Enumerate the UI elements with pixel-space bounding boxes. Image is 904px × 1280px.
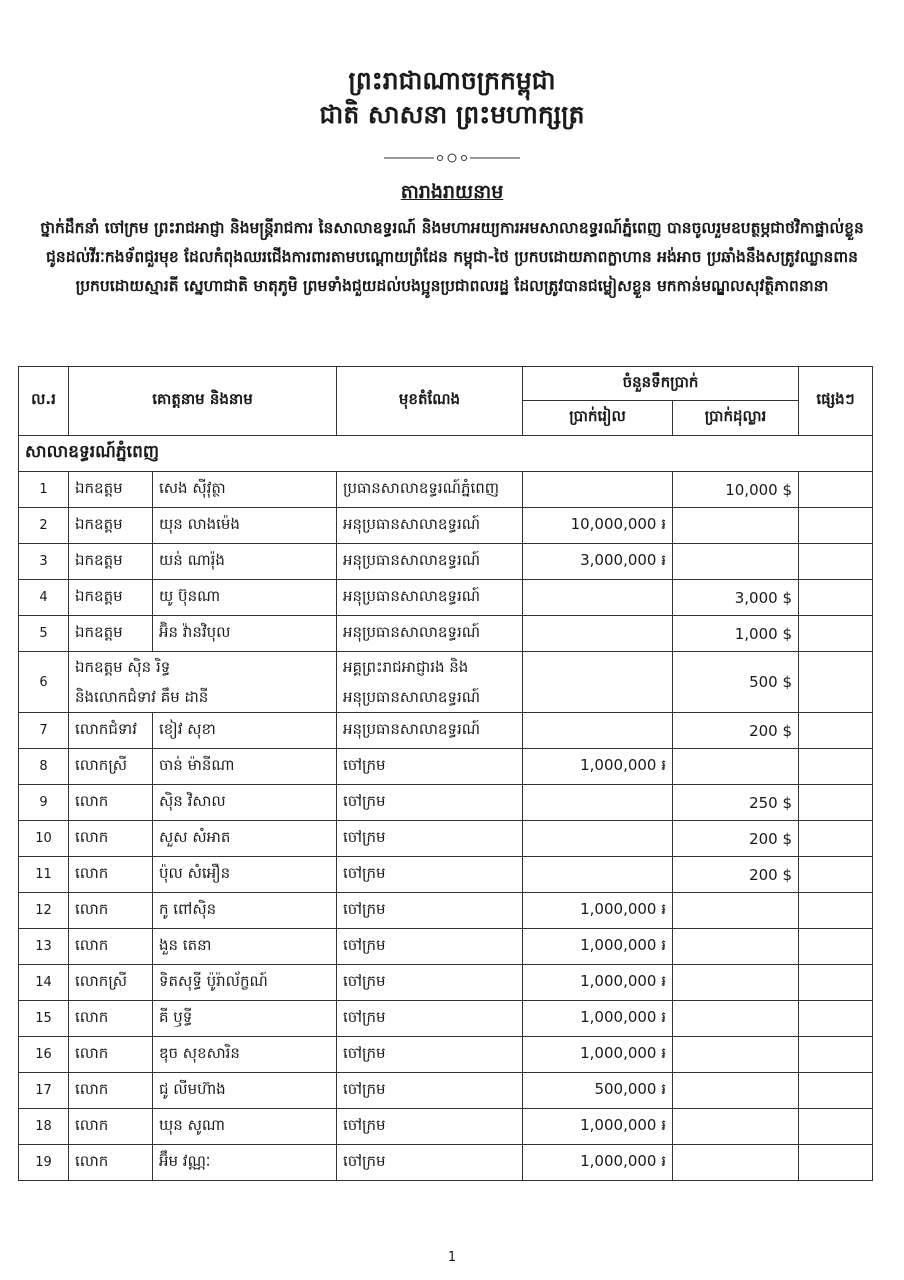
row-title: លោកស្រី (69, 965, 153, 1001)
row-dollar (673, 929, 799, 965)
row-other (799, 1109, 873, 1145)
row-dollar (673, 893, 799, 929)
row-number: 4 (19, 580, 69, 616)
row-riel: 10,000,000 ៛ (523, 508, 673, 544)
table-row (19, 1145, 873, 1181)
row-other (799, 580, 873, 616)
header-no: ល.រ (19, 367, 69, 436)
row-position-line1: អគ្គព្រះរាជអាជ្ញារង និង (343, 658, 469, 676)
table-row (19, 544, 873, 580)
row-position: ចៅក្រម (337, 1145, 523, 1181)
row-name: ចាន់ ម៉ានីណា (153, 749, 337, 785)
row-other (799, 472, 873, 508)
row-riel (523, 472, 673, 508)
header-name: គោត្តនាម និងនាម (69, 367, 337, 436)
row-riel: 1,000,000 ៛ (523, 1145, 673, 1181)
row-name-line2: និងលោកជំទាវ គឹម ដានី (75, 688, 209, 706)
table-row (19, 713, 873, 749)
row-number: 15 (19, 1001, 69, 1037)
row-title: លោក (69, 1145, 153, 1181)
row-name: យូ ប៊ុនណា (153, 580, 337, 616)
table-row (19, 1037, 873, 1073)
row-dollar (673, 544, 799, 580)
row-other (799, 929, 873, 965)
row-dollar: 200 $ (673, 821, 799, 857)
row-name: ទិតសុទ្ធី ប៉ូរ៉ាល័ក្ខណ៍ (153, 965, 337, 1001)
row-dollar: 500 $ (673, 652, 799, 713)
row-position: ចៅក្រម (337, 857, 523, 893)
table-row (19, 1073, 873, 1109)
row-dollar (673, 508, 799, 544)
row-dollar: 10,000 $ (673, 472, 799, 508)
row-dollar: 200 $ (673, 857, 799, 893)
row-dollar (673, 1001, 799, 1037)
row-riel (523, 713, 673, 749)
row-dollar: 3,000 $ (673, 580, 799, 616)
row-number: 19 (19, 1145, 69, 1181)
row-number: 1 (19, 472, 69, 508)
row-name: ស៊ិន វិសាល (153, 785, 337, 821)
row-title: លោក (69, 893, 153, 929)
row-riel (523, 652, 673, 713)
row-number: 16 (19, 1037, 69, 1073)
row-names (69, 652, 337, 713)
row-number: 17 (19, 1073, 69, 1109)
row-dollar (673, 749, 799, 785)
row-title: ឯកឧត្តម (69, 580, 153, 616)
row-riel (523, 857, 673, 893)
row-title: លោក (69, 1001, 153, 1037)
row-number: 3 (19, 544, 69, 580)
row-riel: 3,000,000 ៛ (523, 544, 673, 580)
row-position: អនុប្រធានសាលាឧទ្ធរណ៍ (337, 544, 523, 580)
table-row (19, 749, 873, 785)
kingdom-heading: ព្រះរាជាណាចក្រកម្ពុជា (348, 66, 556, 95)
header-amount: ចំនួនទឹកប្រាក់ (523, 367, 799, 401)
row-dollar (673, 965, 799, 1001)
row-riel: 1,000,000 ៛ (523, 749, 673, 785)
row-riel: 1,000,000 ៛ (523, 1109, 673, 1145)
row-name: យុន លាងម៉េង (153, 508, 337, 544)
row-other (799, 1145, 873, 1181)
row-title: លោក (69, 929, 153, 965)
table-row (19, 929, 873, 965)
row-position: ចៅក្រម (337, 821, 523, 857)
row-number: 13 (19, 929, 69, 965)
row-name: អ៊ិន វ៉ានវិបុល (153, 616, 337, 652)
row-other (799, 785, 873, 821)
row-other (799, 1073, 873, 1109)
row-position: ចៅក្រម (337, 965, 523, 1001)
section-title: សាលាឧទ្ធរណ៍ភ្នំពេញ (19, 436, 873, 472)
row-riel (523, 821, 673, 857)
row-name: ជូ លីមហ៊ាង (153, 1073, 337, 1109)
table-row (19, 616, 873, 652)
table-row (19, 965, 873, 1001)
row-dollar: 1,000 $ (673, 616, 799, 652)
row-name: ប៉ុល សំអឿន (153, 857, 337, 893)
table-row (19, 821, 873, 857)
row-riel (523, 580, 673, 616)
row-other (799, 749, 873, 785)
row-riel: 1,000,000 ៛ (523, 1001, 673, 1037)
row-position: ចៅក្រម (337, 749, 523, 785)
row-name: ឌុច សុខសារិន (153, 1037, 337, 1073)
header-position: មុខតំណែង (337, 367, 523, 436)
row-name: សេង ស៊ីវុត្ថា (153, 472, 337, 508)
ornament-divider (382, 148, 522, 168)
row-position: ចៅក្រម (337, 785, 523, 821)
row-dollar (673, 1145, 799, 1181)
row-riel (523, 785, 673, 821)
header-other: ផ្សេងៗ (799, 367, 873, 436)
row-dollar: 250 $ (673, 785, 799, 821)
section-row (19, 436, 873, 472)
row-number: 14 (19, 965, 69, 1001)
donor-table (18, 366, 873, 1181)
header-riel: ប្រាក់រៀល (523, 401, 673, 436)
row-riel: 1,000,000 ៛ (523, 929, 673, 965)
row-number: 10 (19, 821, 69, 857)
row-name: យន់ ណារ៉ុង (153, 544, 337, 580)
row-position: ចៅក្រម (337, 929, 523, 965)
row-other (799, 857, 873, 893)
row-position: ចៅក្រម (337, 1109, 523, 1145)
row-dollar (673, 1037, 799, 1073)
row-title: លោកជំទាវ (69, 713, 153, 749)
row-dollar: 200 $ (673, 713, 799, 749)
row-title: លោក (69, 1109, 153, 1145)
row-other (799, 544, 873, 580)
row-title: លោកស្រី (69, 749, 153, 785)
row-other (799, 1001, 873, 1037)
row-riel (523, 616, 673, 652)
row-name-line1: ឯកឧត្តម ស៊ិន រិទ្ធ (75, 658, 171, 676)
row-other (799, 616, 873, 652)
row-name: សួស សំអាត (153, 821, 337, 857)
row-name: ខៀវ សុខា (153, 713, 337, 749)
table-row (19, 1109, 873, 1145)
row-other (799, 1037, 873, 1073)
row-dollar (673, 1073, 799, 1109)
row-dollar (673, 1109, 799, 1145)
row-other (799, 965, 873, 1001)
row-number: 7 (19, 713, 69, 749)
row-riel: 1,000,000 ៛ (523, 893, 673, 929)
row-position (337, 652, 523, 713)
table-row (19, 857, 873, 893)
row-riel: 1,000,000 ៛ (523, 1037, 673, 1073)
table-row (19, 893, 873, 929)
row-position: អនុប្រធានសាលាឧទ្ធរណ៍ (337, 713, 523, 749)
row-number: 5 (19, 616, 69, 652)
row-other (799, 821, 873, 857)
row-number: 6 (19, 652, 69, 713)
row-title: ឯកឧត្តម (69, 508, 153, 544)
row-other (799, 713, 873, 749)
row-riel: 500,000 ៛ (523, 1073, 673, 1109)
row-position: អនុប្រធានសាលាឧទ្ធរណ៍ (337, 508, 523, 544)
row-name: ងួន តេនា (153, 929, 337, 965)
row-number: 12 (19, 893, 69, 929)
row-position: ចៅក្រម (337, 1073, 523, 1109)
row-position: ប្រធានសាលាឧទ្ធរណ៍ភ្នំពេញ (337, 472, 523, 508)
list-title: តារាងរាយនាម (400, 181, 504, 203)
table-row (19, 1001, 873, 1037)
row-name: ឃុន សូណា (153, 1109, 337, 1145)
row-number: 2 (19, 508, 69, 544)
row-title: លោក (69, 1037, 153, 1073)
row-other (799, 508, 873, 544)
table-row (19, 580, 873, 616)
row-position: អនុប្រធានសាលាឧទ្ធរណ៍ (337, 580, 523, 616)
row-other (799, 893, 873, 929)
table-row (19, 785, 873, 821)
row-title: លោក (69, 1073, 153, 1109)
row-position: អនុប្រធានសាលាឧទ្ធរណ៍ (337, 616, 523, 652)
row-name: កូ ពៅស៊ិន (153, 893, 337, 929)
row-riel: 1,000,000 ៛ (523, 965, 673, 1001)
row-number: 9 (19, 785, 69, 821)
row-number: 18 (19, 1109, 69, 1145)
table-row (19, 508, 873, 544)
row-title: លោក (69, 785, 153, 821)
motto-heading: ជាតិ សាសនា ព្រះមហាក្សត្រ (319, 100, 585, 129)
intro-paragraph: ថ្នាក់ដឹកនាំ ចៅក្រម ព្រះរាជអាជ្ញា និងមន្ត្រីរាជការ នៃសាលាឧទ្ធរណ៍ និងមហាអយ្យការអមសាលាឧទ្ធរណ៍ភ្នំពេញ បានចូលរួមឧបត្ថម្ភជាថវិកាផ្ទាល់ខ្លួន ជូនដល់វីរៈកងទ័ពជួរមុខ ដែលកំពុងឈរជើងការពារតាមបណ្ដោយព្រំដែន កម្ពុជា-ថៃ ប្រកបដោយភាពក្លាហាន អង់អាច ប្រឆាំងនឹងសត្រូវឈ្លានពានប្រកបដោយស្មារតី ស្នេហាជាតិ មាតុភូមិ ព្រមទាំងជួយដល់បងប្អូនប្រជាពលរដ្ឋ ដែលត្រូវបានជម្លៀសខ្លួន មកកាន់មណ្ឌលសុវត្ថិភាពនានា (40, 219, 864, 295)
row-position: ចៅក្រម (337, 1037, 523, 1073)
row-name: អ៊ឹម វណ្ណៈ (153, 1145, 337, 1181)
row-number: 8 (19, 749, 69, 785)
header-dollar: ប្រាក់ដុល្លារ (673, 401, 799, 436)
row-title: ឯកឧត្តម (69, 544, 153, 580)
row-name: គី ឫទ្ធី (153, 1001, 337, 1037)
table-row (19, 652, 873, 713)
row-position: ចៅក្រម (337, 1001, 523, 1037)
row-other (799, 652, 873, 713)
row-number: 11 (19, 857, 69, 893)
table-row (19, 472, 873, 508)
row-position-line2: អនុប្រធានសាលាឧទ្ធរណ៍ (343, 688, 481, 706)
row-position: ចៅក្រម (337, 893, 523, 929)
row-title: ឯកឧត្តម (69, 472, 153, 508)
row-title: លោក (69, 857, 153, 893)
row-title: លោក (69, 821, 153, 857)
page-number: 1 (447, 1250, 457, 1265)
row-title: ឯកឧត្តម (69, 616, 153, 652)
